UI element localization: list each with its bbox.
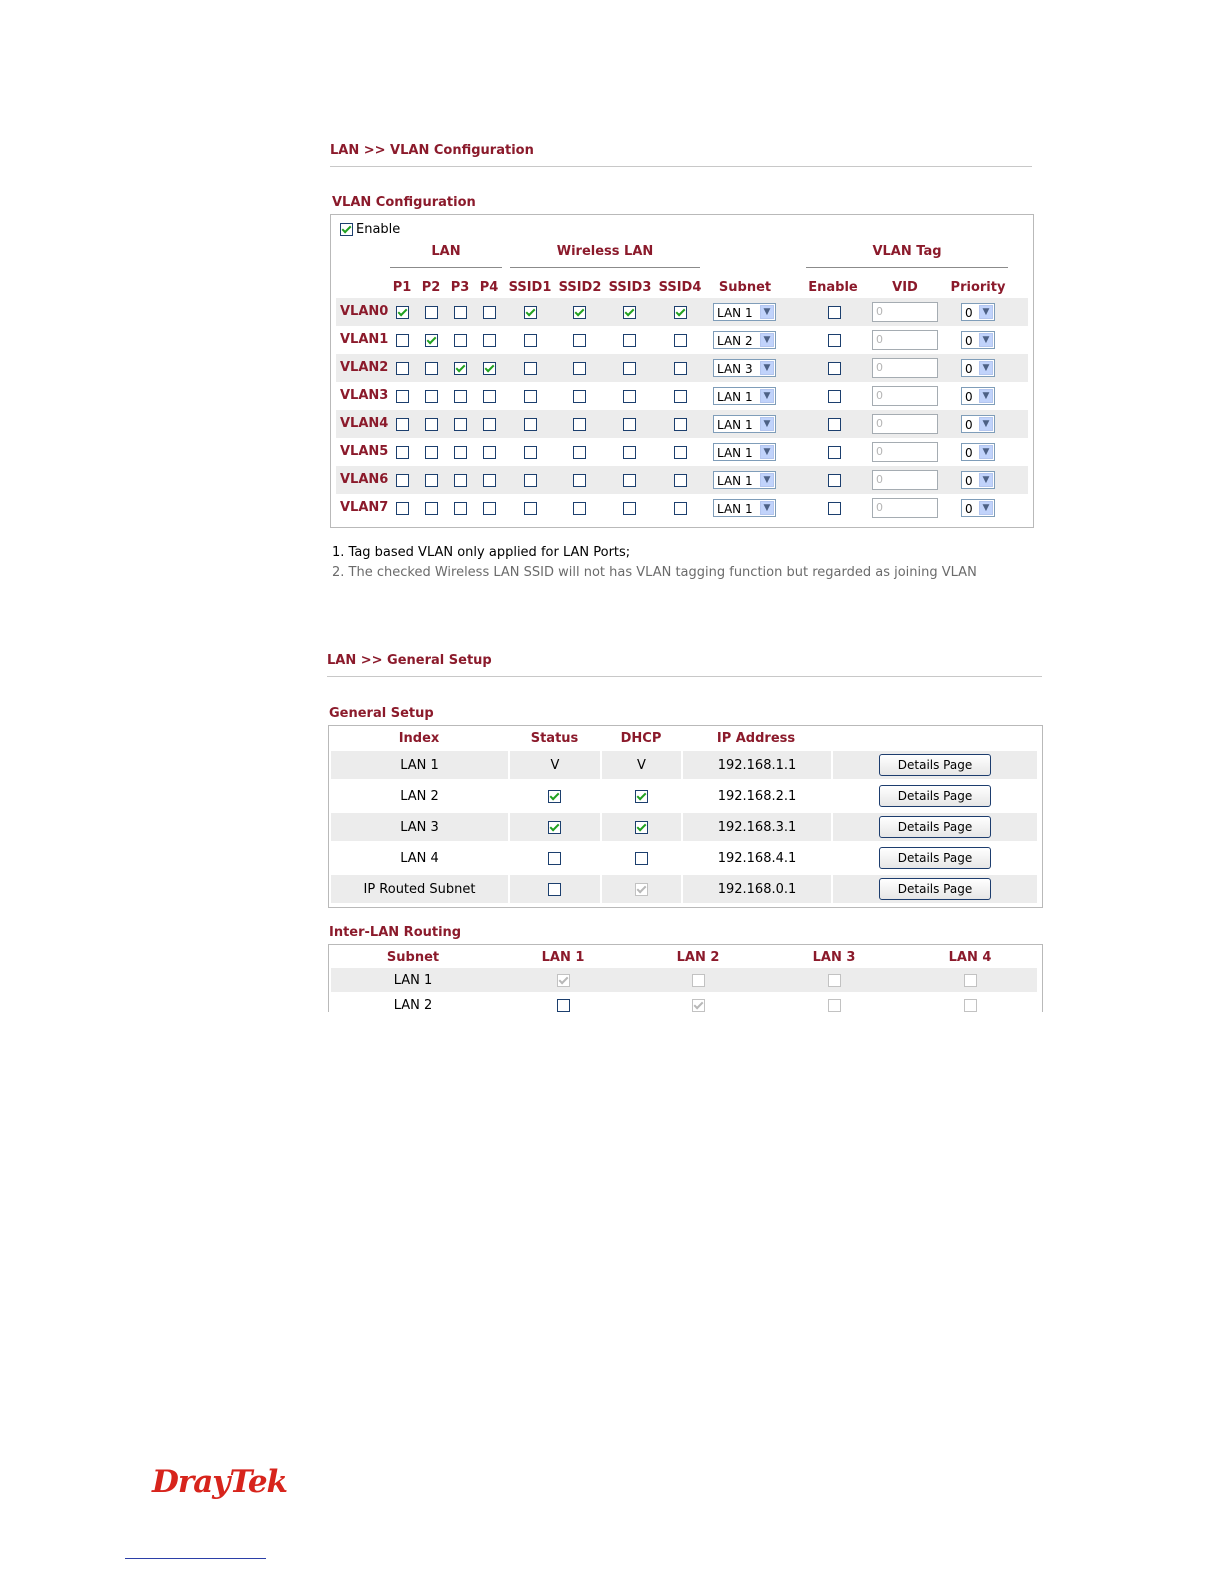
inter-lan-header: Subnet bbox=[386, 950, 440, 965]
ssid2-checkbox[interactable] bbox=[573, 306, 586, 319]
vlan-tag-enable-checkbox[interactable] bbox=[828, 418, 841, 431]
ssid2-checkbox[interactable] bbox=[573, 446, 586, 459]
vlan-tag-enable-checkbox[interactable] bbox=[828, 362, 841, 375]
chevron-down-icon: ▼ bbox=[979, 445, 993, 459]
inter-lan-checkbox bbox=[964, 974, 977, 987]
priority-select[interactable]: 0 ▼ bbox=[961, 443, 995, 461]
ssid3-checkbox[interactable] bbox=[623, 502, 636, 515]
general-section-title: General Setup bbox=[329, 706, 434, 721]
status-header: Status bbox=[530, 731, 579, 746]
vlan-label: VLAN5 bbox=[340, 444, 389, 459]
port-p1-checkbox[interactable] bbox=[396, 334, 409, 347]
priority-select[interactable]: 0 ▼ bbox=[961, 471, 995, 489]
priority-select[interactable]: 0 ▼ bbox=[961, 415, 995, 433]
chevron-down-icon: ▼ bbox=[979, 473, 993, 487]
general-breadcrumb: LAN >> General Setup bbox=[327, 653, 492, 668]
chevron-down-icon: ▼ bbox=[760, 361, 774, 375]
ssid2-checkbox[interactable] bbox=[573, 474, 586, 487]
ssid2-checkbox[interactable] bbox=[573, 390, 586, 403]
vlan-tag-enable-checkbox[interactable] bbox=[828, 446, 841, 459]
vlan-tag-group-header: VLAN Tag bbox=[872, 244, 942, 259]
port-p4-checkbox[interactable] bbox=[483, 390, 496, 403]
subnet-select[interactable]: LAN 2 ▼ bbox=[713, 331, 776, 349]
vlan-tag-enable-checkbox[interactable] bbox=[828, 306, 841, 319]
port-p1-checkbox[interactable] bbox=[396, 390, 409, 403]
ssid2-checkbox[interactable] bbox=[573, 418, 586, 431]
lan-group-header: LAN bbox=[431, 244, 461, 259]
port-p1-checkbox[interactable] bbox=[396, 306, 409, 319]
details-page-button[interactable]: Details Page bbox=[879, 878, 991, 900]
chevron-down-icon: ▼ bbox=[979, 501, 993, 515]
dhcp-checkbox[interactable] bbox=[635, 852, 648, 865]
port-p3-checkbox[interactable] bbox=[454, 362, 467, 375]
port-p1-checkbox[interactable] bbox=[396, 418, 409, 431]
note-1: 1. Tag based VLAN only applied for LAN Ports; bbox=[332, 545, 631, 560]
vid-input[interactable]: 0 bbox=[872, 498, 938, 518]
ip-address-cell: 192.168.2.1 bbox=[717, 789, 797, 804]
inter-lan-header: LAN 1 bbox=[541, 950, 585, 965]
index-cell: LAN 1 bbox=[400, 758, 439, 773]
vlan-label: VLAN4 bbox=[340, 416, 389, 431]
ssid4-checkbox[interactable] bbox=[674, 390, 687, 403]
dhcp-checkbox bbox=[635, 883, 648, 896]
vlan-enable-checkbox[interactable] bbox=[340, 223, 353, 236]
ssid2-checkbox[interactable] bbox=[573, 362, 586, 375]
inter-lan-checkbox bbox=[828, 999, 841, 1012]
ssid1-checkbox[interactable] bbox=[524, 306, 537, 319]
port-p2-checkbox[interactable] bbox=[425, 446, 438, 459]
port-p3-checkbox[interactable] bbox=[454, 474, 467, 487]
inter-lan-checkbox bbox=[557, 974, 570, 987]
priority-select[interactable]: 0 ▼ bbox=[961, 331, 995, 349]
status-checkbox[interactable] bbox=[548, 790, 561, 803]
column-header-subnet: Subnet bbox=[718, 280, 772, 295]
status-checkbox[interactable] bbox=[548, 852, 561, 865]
inter-lan-subnet-cell: LAN 1 bbox=[393, 973, 433, 988]
vlan-tag-enable-checkbox[interactable] bbox=[828, 390, 841, 403]
column-header-ssid1: SSID1 bbox=[508, 280, 552, 295]
ssid4-checkbox[interactable] bbox=[674, 418, 687, 431]
breadcrumb-divider bbox=[330, 166, 1032, 167]
vid-input[interactable]: 0 bbox=[872, 330, 938, 350]
port-p3-checkbox[interactable] bbox=[454, 418, 467, 431]
vid-input[interactable]: 0 bbox=[872, 470, 938, 490]
port-p4-checkbox[interactable] bbox=[483, 362, 496, 375]
ssid3-checkbox[interactable] bbox=[623, 390, 636, 403]
wireless-group-line bbox=[510, 267, 700, 268]
inter-lan-subnet-cell: LAN 2 bbox=[393, 998, 433, 1012]
vlan-tag-enable-checkbox[interactable] bbox=[828, 474, 841, 487]
index-cell: LAN 2 bbox=[400, 789, 439, 804]
ssid4-checkbox[interactable] bbox=[674, 362, 687, 375]
port-p1-checkbox[interactable] bbox=[396, 362, 409, 375]
priority-select[interactable]: 0 ▼ bbox=[961, 387, 995, 405]
ssid1-checkbox[interactable] bbox=[524, 362, 537, 375]
lan-group-line bbox=[390, 267, 502, 268]
vlan-tag-group-line bbox=[806, 267, 1008, 268]
vlan-tag-enable-checkbox[interactable] bbox=[828, 334, 841, 347]
ssid4-checkbox[interactable] bbox=[674, 502, 687, 515]
ssid4-checkbox[interactable] bbox=[674, 446, 687, 459]
ssid4-checkbox[interactable] bbox=[674, 306, 687, 319]
column-header-ssid4: SSID4 bbox=[658, 280, 702, 295]
dhcp-checkbox[interactable] bbox=[635, 821, 648, 834]
subnet-select[interactable]: LAN 1 ▼ bbox=[713, 443, 776, 461]
details-page-button[interactable]: Details Page bbox=[879, 785, 991, 807]
chevron-down-icon: ▼ bbox=[760, 389, 774, 403]
priority-select[interactable]: 0 ▼ bbox=[961, 499, 995, 517]
inter-lan-header: LAN 4 bbox=[948, 950, 992, 965]
status-checkbox[interactable] bbox=[548, 883, 561, 896]
ssid3-checkbox[interactable] bbox=[623, 362, 636, 375]
port-p4-checkbox[interactable] bbox=[483, 418, 496, 431]
port-p2-checkbox[interactable] bbox=[425, 390, 438, 403]
ip-address-header: IP Address bbox=[716, 731, 796, 746]
subnet-select[interactable]: LAN 3 ▼ bbox=[713, 359, 776, 377]
vlan-label: VLAN3 bbox=[340, 388, 389, 403]
port-p4-checkbox[interactable] bbox=[483, 502, 496, 515]
status-checkbox[interactable] bbox=[548, 821, 561, 834]
column-header-p4: P4 bbox=[479, 280, 499, 295]
dhcp-checkbox[interactable] bbox=[635, 790, 648, 803]
column-header-p3: P3 bbox=[450, 280, 470, 295]
ssid1-checkbox[interactable] bbox=[524, 446, 537, 459]
index-header: Index bbox=[398, 731, 440, 746]
vlan-label: VLAN7 bbox=[340, 500, 389, 515]
subnet-select[interactable]: LAN 1 ▼ bbox=[713, 415, 776, 433]
chevron-down-icon: ▼ bbox=[760, 473, 774, 487]
priority-select[interactable]: 0 ▼ bbox=[961, 303, 995, 321]
status-cell: V bbox=[550, 758, 560, 773]
port-p2-checkbox[interactable] bbox=[425, 362, 438, 375]
ssid4-checkbox[interactable] bbox=[674, 474, 687, 487]
inter-lan-checkbox[interactable] bbox=[557, 999, 570, 1012]
inter-lan-checkbox bbox=[828, 974, 841, 987]
draytek-logo: DrayTek bbox=[152, 1464, 288, 1500]
ip-address-cell: 192.168.3.1 bbox=[717, 820, 797, 835]
ip-address-cell: 192.168.1.1 bbox=[717, 758, 797, 773]
index-cell: IP Routed Subnet bbox=[363, 882, 476, 897]
port-p1-checkbox[interactable] bbox=[396, 474, 409, 487]
ssid3-checkbox[interactable] bbox=[623, 306, 636, 319]
port-p1-checkbox[interactable] bbox=[396, 446, 409, 459]
ssid3-checkbox[interactable] bbox=[623, 446, 636, 459]
column-header-enable: Enable bbox=[808, 280, 858, 295]
vid-input[interactable]: 0 bbox=[872, 414, 938, 434]
ssid1-checkbox[interactable] bbox=[524, 334, 537, 347]
dhcp-header: DHCP bbox=[620, 731, 662, 746]
port-p3-checkbox[interactable] bbox=[454, 446, 467, 459]
details-page-button[interactable]: Details Page bbox=[879, 816, 991, 838]
chevron-down-icon: ▼ bbox=[760, 333, 774, 347]
port-p3-checkbox[interactable] bbox=[454, 334, 467, 347]
port-p4-checkbox[interactable] bbox=[483, 446, 496, 459]
chevron-down-icon: ▼ bbox=[760, 501, 774, 515]
ssid1-checkbox[interactable] bbox=[524, 474, 537, 487]
port-p2-checkbox[interactable] bbox=[425, 306, 438, 319]
subnet-select[interactable]: LAN 1 ▼ bbox=[713, 303, 776, 321]
vid-input[interactable]: 0 bbox=[872, 302, 938, 322]
vid-input[interactable]: 0 bbox=[872, 358, 938, 378]
general-breadcrumb-divider bbox=[327, 676, 1042, 677]
chevron-down-icon: ▼ bbox=[760, 445, 774, 459]
port-p3-checkbox[interactable] bbox=[454, 502, 467, 515]
vlan-label: VLAN6 bbox=[340, 472, 389, 487]
inter-lan-clip bbox=[328, 944, 1043, 1012]
vid-input[interactable]: 0 bbox=[872, 386, 938, 406]
port-p3-checkbox[interactable] bbox=[454, 390, 467, 403]
port-p2-checkbox[interactable] bbox=[425, 418, 438, 431]
chevron-down-icon: ▼ bbox=[979, 305, 993, 319]
inter-lan-header: LAN 2 bbox=[676, 950, 720, 965]
vlan-label: VLAN1 bbox=[340, 332, 389, 347]
details-page-button[interactable]: Details Page bbox=[879, 847, 991, 869]
chevron-down-icon: ▼ bbox=[760, 305, 774, 319]
port-p2-checkbox[interactable] bbox=[425, 334, 438, 347]
column-header-ssid2: SSID2 bbox=[558, 280, 602, 295]
dhcp-cell: V bbox=[637, 758, 646, 773]
subnet-select[interactable]: LAN 1 ▼ bbox=[713, 499, 776, 517]
chevron-down-icon: ▼ bbox=[979, 417, 993, 431]
ssid1-checkbox[interactable] bbox=[524, 418, 537, 431]
ssid1-checkbox[interactable] bbox=[524, 390, 537, 403]
priority-select[interactable]: 0 ▼ bbox=[961, 359, 995, 377]
vlan-tag-enable-checkbox[interactable] bbox=[828, 502, 841, 515]
inter-lan-checkbox bbox=[692, 974, 705, 987]
column-header-p1: P1 bbox=[392, 280, 412, 295]
chevron-down-icon: ▼ bbox=[979, 361, 993, 375]
column-header-vid: VID bbox=[892, 280, 918, 295]
note-2-clip bbox=[320, 566, 1040, 579]
ssid3-checkbox[interactable] bbox=[623, 334, 636, 347]
footer-link-underline bbox=[125, 1558, 266, 1559]
ssid2-checkbox[interactable] bbox=[573, 502, 586, 515]
inter-lan-checkbox bbox=[964, 999, 977, 1012]
wireless-group-header: Wireless LAN bbox=[556, 244, 654, 259]
inter-lan-checkbox bbox=[692, 999, 705, 1012]
port-p1-checkbox[interactable] bbox=[396, 502, 409, 515]
ssid1-checkbox[interactable] bbox=[524, 502, 537, 515]
port-p3-checkbox[interactable] bbox=[454, 306, 467, 319]
port-p2-checkbox[interactable] bbox=[425, 502, 438, 515]
inter-lan-title: Inter-LAN Routing bbox=[329, 925, 462, 940]
ip-address-cell: 192.168.4.1 bbox=[717, 851, 797, 866]
ssid2-checkbox[interactable] bbox=[573, 334, 586, 347]
index-cell: LAN 4 bbox=[400, 851, 439, 866]
port-p2-checkbox[interactable] bbox=[425, 474, 438, 487]
chevron-down-icon: ▼ bbox=[760, 417, 774, 431]
port-p4-checkbox[interactable] bbox=[483, 474, 496, 487]
ssid3-checkbox[interactable] bbox=[623, 474, 636, 487]
subnet-select[interactable]: LAN 1 ▼ bbox=[713, 387, 776, 405]
vlan-enable-label: Enable bbox=[356, 222, 401, 237]
vlan-label: VLAN0 bbox=[340, 304, 389, 319]
column-header-p2: P2 bbox=[421, 280, 441, 295]
vlan-section-title: VLAN Configuration bbox=[332, 195, 476, 210]
details-page-button[interactable]: Details Page bbox=[879, 754, 991, 776]
inter-lan-header: LAN 3 bbox=[812, 950, 856, 965]
ssid4-checkbox[interactable] bbox=[674, 334, 687, 347]
note-2: 2. The checked Wireless LAN SSID will not has VLAN tagging function but regarded as joining VLAN bbox=[332, 566, 977, 579]
ssid3-checkbox[interactable] bbox=[623, 418, 636, 431]
index-cell: LAN 3 bbox=[400, 820, 439, 835]
chevron-down-icon: ▼ bbox=[979, 333, 993, 347]
vlan-breadcrumb: LAN >> VLAN Configuration bbox=[330, 143, 534, 158]
port-p4-checkbox[interactable] bbox=[483, 306, 496, 319]
ip-address-cell: 192.168.0.1 bbox=[717, 882, 797, 897]
column-header-ssid3: SSID3 bbox=[608, 280, 652, 295]
port-p4-checkbox[interactable] bbox=[483, 334, 496, 347]
column-header-priority: Priority bbox=[950, 280, 1006, 295]
chevron-down-icon: ▼ bbox=[979, 389, 993, 403]
vid-input[interactable]: 0 bbox=[872, 442, 938, 462]
subnet-select[interactable]: LAN 1 ▼ bbox=[713, 471, 776, 489]
vlan-label: VLAN2 bbox=[340, 360, 389, 375]
